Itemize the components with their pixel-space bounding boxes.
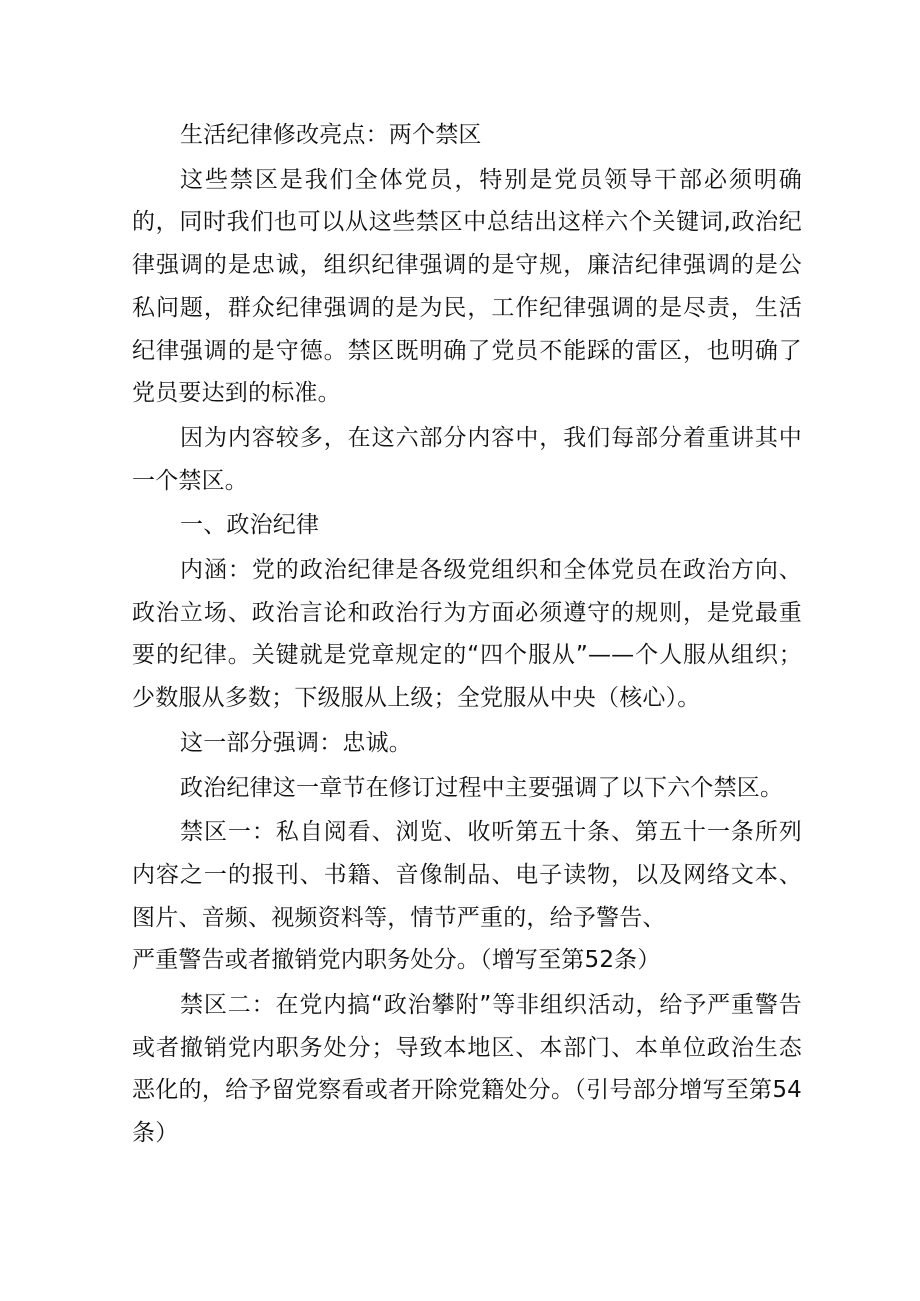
paragraph-intro: 因为内容较多，在这六部分内容中，我们每部分着重讲其中一个禁区。 [132,424,802,494]
paragraph-keywords: 这些禁区是我们全体党员，特别是党员领导干部必须明确的，同时我们也可以从这些禁区中总结出这样六个关键词,政治纪律强调的是忠诚，组织纪律强调的是守规，廉洁纪律强调的是公私问题，群众纪律强调的是为民，工作纪律强调的是尽责，生活纪律强调的是守德。禁区既明确了党员不能踩的雷区，也明确了党员要达到的标准。 [132,166,802,407]
paragraph-zone-one-continued: 严重警告或者撤销党内职务处分。（增写至第52条） [132,947,661,974]
paragraph-zone-two: 禁区二：在党内搞“政治攀附”等非组织活动，给予严重警告或者撤销党内职务处分；导致本地区、本部门、本单位政治生态恶化的，给予留党察看或者开除党籍处分。（引号部分增写至第54条） [132,992,802,1147]
document-page [132,114,802,1155]
paragraph-connotation: 内涵：党的政治纪律是各级党组织和全体党员在政治方向、政治立场、政治言论和政治行为方面必须遵守的规则，是党最重要的纪律。关键就是党章规定的“四个服从”——个人服从组织；少数服从多数；下级服从上级；全党服从中央（核心）。 [132,557,802,712]
section-heading-life-discipline: 生活纪律修改亮点：两个禁区 [180,122,482,148]
paragraph-emphasis: 这一部分强调：忠诚。 [180,729,412,756]
paragraph-six-zones: 政治纪律这一章节在修订过程中主要强调了以下六个禁区。 [180,774,784,801]
section-heading-political-discipline: 一、政治纪律 [180,512,320,539]
paragraph-zone-one: 禁区一：私自阅看、浏览、收听第五十条、第五十一条所列内容之一的报刊、书籍、音像制品、电子读物，以及网络文本、图片、音频、视频资料等，情节严重的，给予警告、 [132,819,802,931]
